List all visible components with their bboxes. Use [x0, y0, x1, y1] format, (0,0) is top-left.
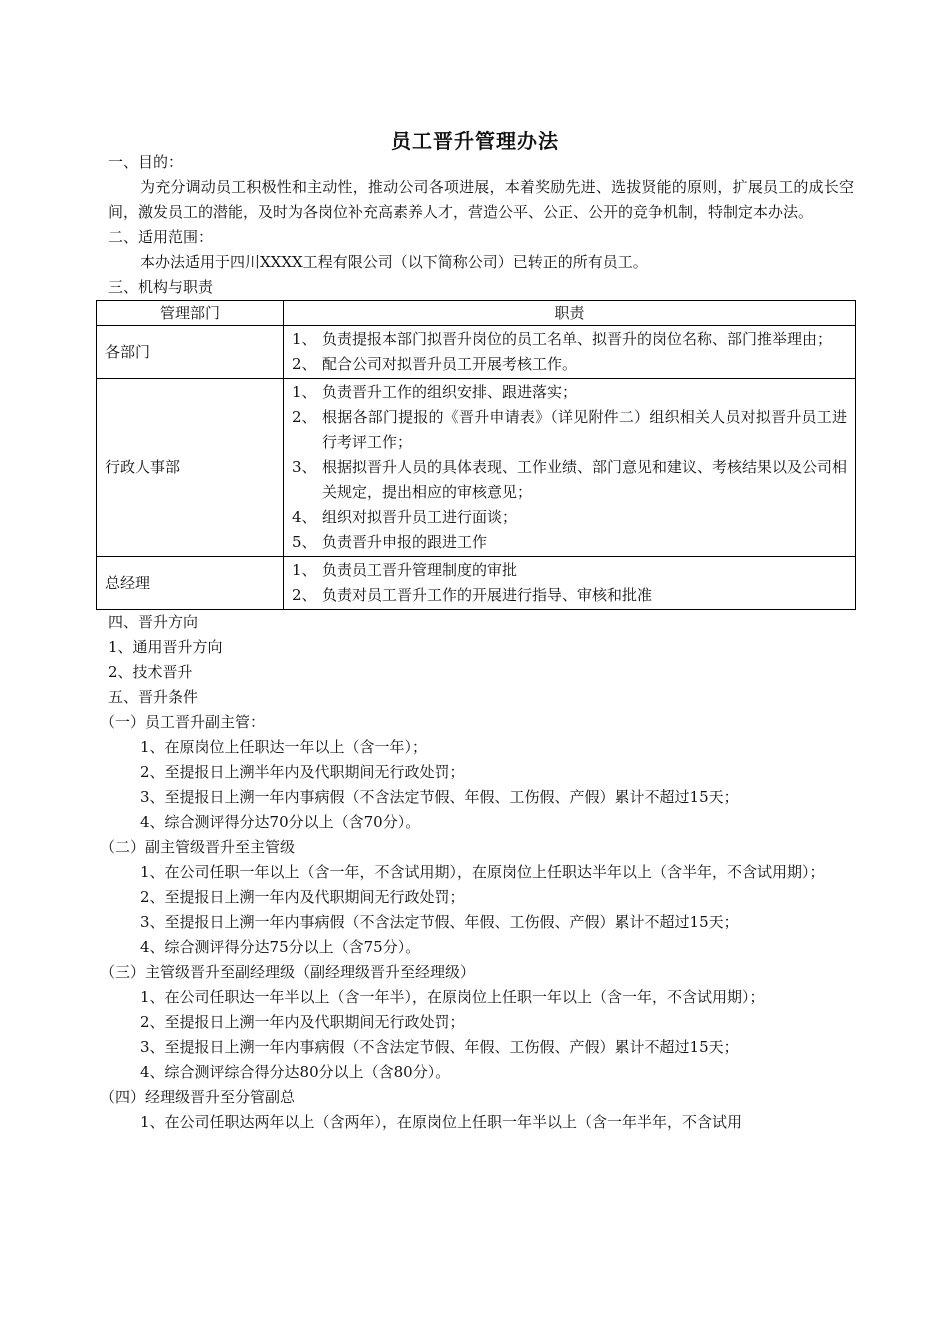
- condition-item: 3、至提报日上溯一年内事病假（不含法定节假、年假、工伤假、产假）累计不超过15天；: [140, 1038, 739, 1056]
- duty-text: 负责提报本部门拟晋升岗位的员工名单、拟晋升的岗位名称、部门推举理由；: [322, 330, 833, 348]
- condition-group-title: （二）副主管级晋升至主管级: [100, 838, 296, 856]
- purpose-text: 为充分调动员工积极性和主动性，推动公司各项进展，本着奖励先进、选拔贤能的原则，扩展员工的成长空间，激发员工的潜能，及时为各岗位补充高素养人才，营造公平、公正、公开的竞争机制，特制定本办法。: [108, 178, 854, 221]
- conditions-heading: 五、晋升条件: [108, 688, 199, 706]
- duty-number: 2、: [292, 355, 317, 373]
- condition-item: 2、至提报日上溯一年内及代职期间无行政处罚；: [140, 888, 465, 906]
- duty-number: 1、: [292, 383, 317, 401]
- duty-item: [292, 405, 847, 455]
- direction-item: 1、通用晋升方向: [108, 638, 223, 656]
- document-title: 员工晋升管理办法: [391, 129, 559, 153]
- condition-item: 2、至提报日上溯一年内及代职期间无行政处罚；: [140, 1013, 465, 1031]
- table-header-dept: 管理部门: [97, 301, 284, 326]
- direction-item: 2、技术晋升: [108, 663, 193, 681]
- duty-cell: [284, 326, 856, 379]
- responsibility-table: [96, 300, 856, 610]
- duty-text: 根据拟晋升人员的具体表现、工作业绩、部门意见和建议、考核结果以及公司相关规定，提出相应的审核意见；: [322, 458, 848, 501]
- duty-number: 1、: [292, 561, 317, 579]
- duty-item: [292, 530, 847, 555]
- table-row: [97, 326, 856, 379]
- duty-text: 负责对员工晋升工作的开展进行指导、审核和批准: [322, 586, 653, 604]
- condition-group-title: （一）员工晋升副主管：: [100, 713, 266, 731]
- table-header-duty: 职责: [284, 301, 856, 326]
- duty-text: 负责晋升申报的跟进工作: [322, 533, 488, 551]
- dept-cell: 行政人事部: [97, 379, 284, 557]
- duty-item: [292, 455, 847, 505]
- condition-item: 1、在原岗位上任职达一年以上（含一年）；: [140, 738, 428, 756]
- condition-item: 4、综合测评得分达70分以上（含70分）。: [140, 813, 421, 831]
- duty-number: 5、: [292, 533, 317, 551]
- condition-item: 1、在公司任职一年以上（含一年，不含试用期），在原岗位上任职达半年以上（含半年，不含试用期）；: [140, 863, 825, 881]
- duty-item: [292, 505, 847, 530]
- duty-number: 2、: [292, 586, 317, 604]
- duty-number: 4、: [292, 508, 317, 526]
- direction-heading: 四、晋升方向: [108, 613, 199, 631]
- scope-text: 本办法适用于四川XXXX工程有限公司（以下简称公司）已转正的所有员工。: [140, 253, 648, 271]
- duty-text: 组织对拟晋升员工进行面谈；: [322, 508, 518, 526]
- purpose-heading: 一、目的：: [108, 153, 184, 171]
- duty-number: 2、: [292, 408, 317, 426]
- duty-item: [292, 583, 847, 608]
- condition-item: 4、综合测评得分达75分以上（含75分）。: [140, 938, 421, 956]
- duty-text: 根据各部门提报的《晋升申请表》（详见附件二）组织相关人员对拟晋升员工进行考评工作；: [322, 408, 847, 451]
- condition-group-title: （四）经理级晋升至分管副总: [100, 1088, 296, 1106]
- duty-cell: [284, 557, 856, 610]
- table-row: [97, 379, 856, 557]
- condition-item: 2、至提报日上溯半年内及代职期间无行政处罚；: [140, 763, 465, 781]
- duty-number: 1、: [292, 330, 317, 348]
- org-heading: 三、机构与职责: [108, 278, 214, 296]
- duty-text: 负责晋升工作的组织安排、跟进落实；: [322, 383, 578, 401]
- duty-text: 负责员工晋升管理制度的审批: [322, 561, 518, 579]
- document-body: [100, 150, 854, 1135]
- condition-group-title: （三）主管级晋升至副经理级（副经理级晋升至经理级）: [100, 963, 476, 981]
- condition-item: 3、至提报日上溯一年内事病假（不含法定节假、年假、工伤假、产假）累计不超过15天；: [140, 913, 739, 931]
- scope-heading: 二、适用范围：: [108, 228, 214, 246]
- condition-item: 1、在公司任职达一年半以上（含一年半），在原岗位上任职一年以上（含一年，不含试用期）；: [140, 988, 765, 1006]
- condition-item: 4、综合测评综合得分达80分以上（含80分）。: [140, 1063, 451, 1081]
- duty-item: [292, 352, 847, 377]
- duty-item: [292, 558, 847, 583]
- duty-text: 配合公司对拟晋升员工开展考核工作。: [322, 355, 578, 373]
- condition-item: 1、在公司任职达两年以上（含两年），在原岗位上任职一年半以上（含一年半年，不含试用: [140, 1113, 743, 1131]
- table-header-row: [97, 301, 856, 326]
- duty-number: 3、: [292, 458, 317, 476]
- dept-cell: 各部门: [97, 326, 284, 379]
- duty-item: [292, 327, 847, 352]
- duty-item: [292, 380, 847, 405]
- table-row: [97, 557, 856, 610]
- duty-cell: [284, 379, 856, 557]
- condition-item: 3、至提报日上溯一年内事病假（不含法定节假、年假、工伤假、产假）累计不超过15天；: [140, 788, 739, 806]
- dept-cell: 总经理: [97, 557, 284, 610]
